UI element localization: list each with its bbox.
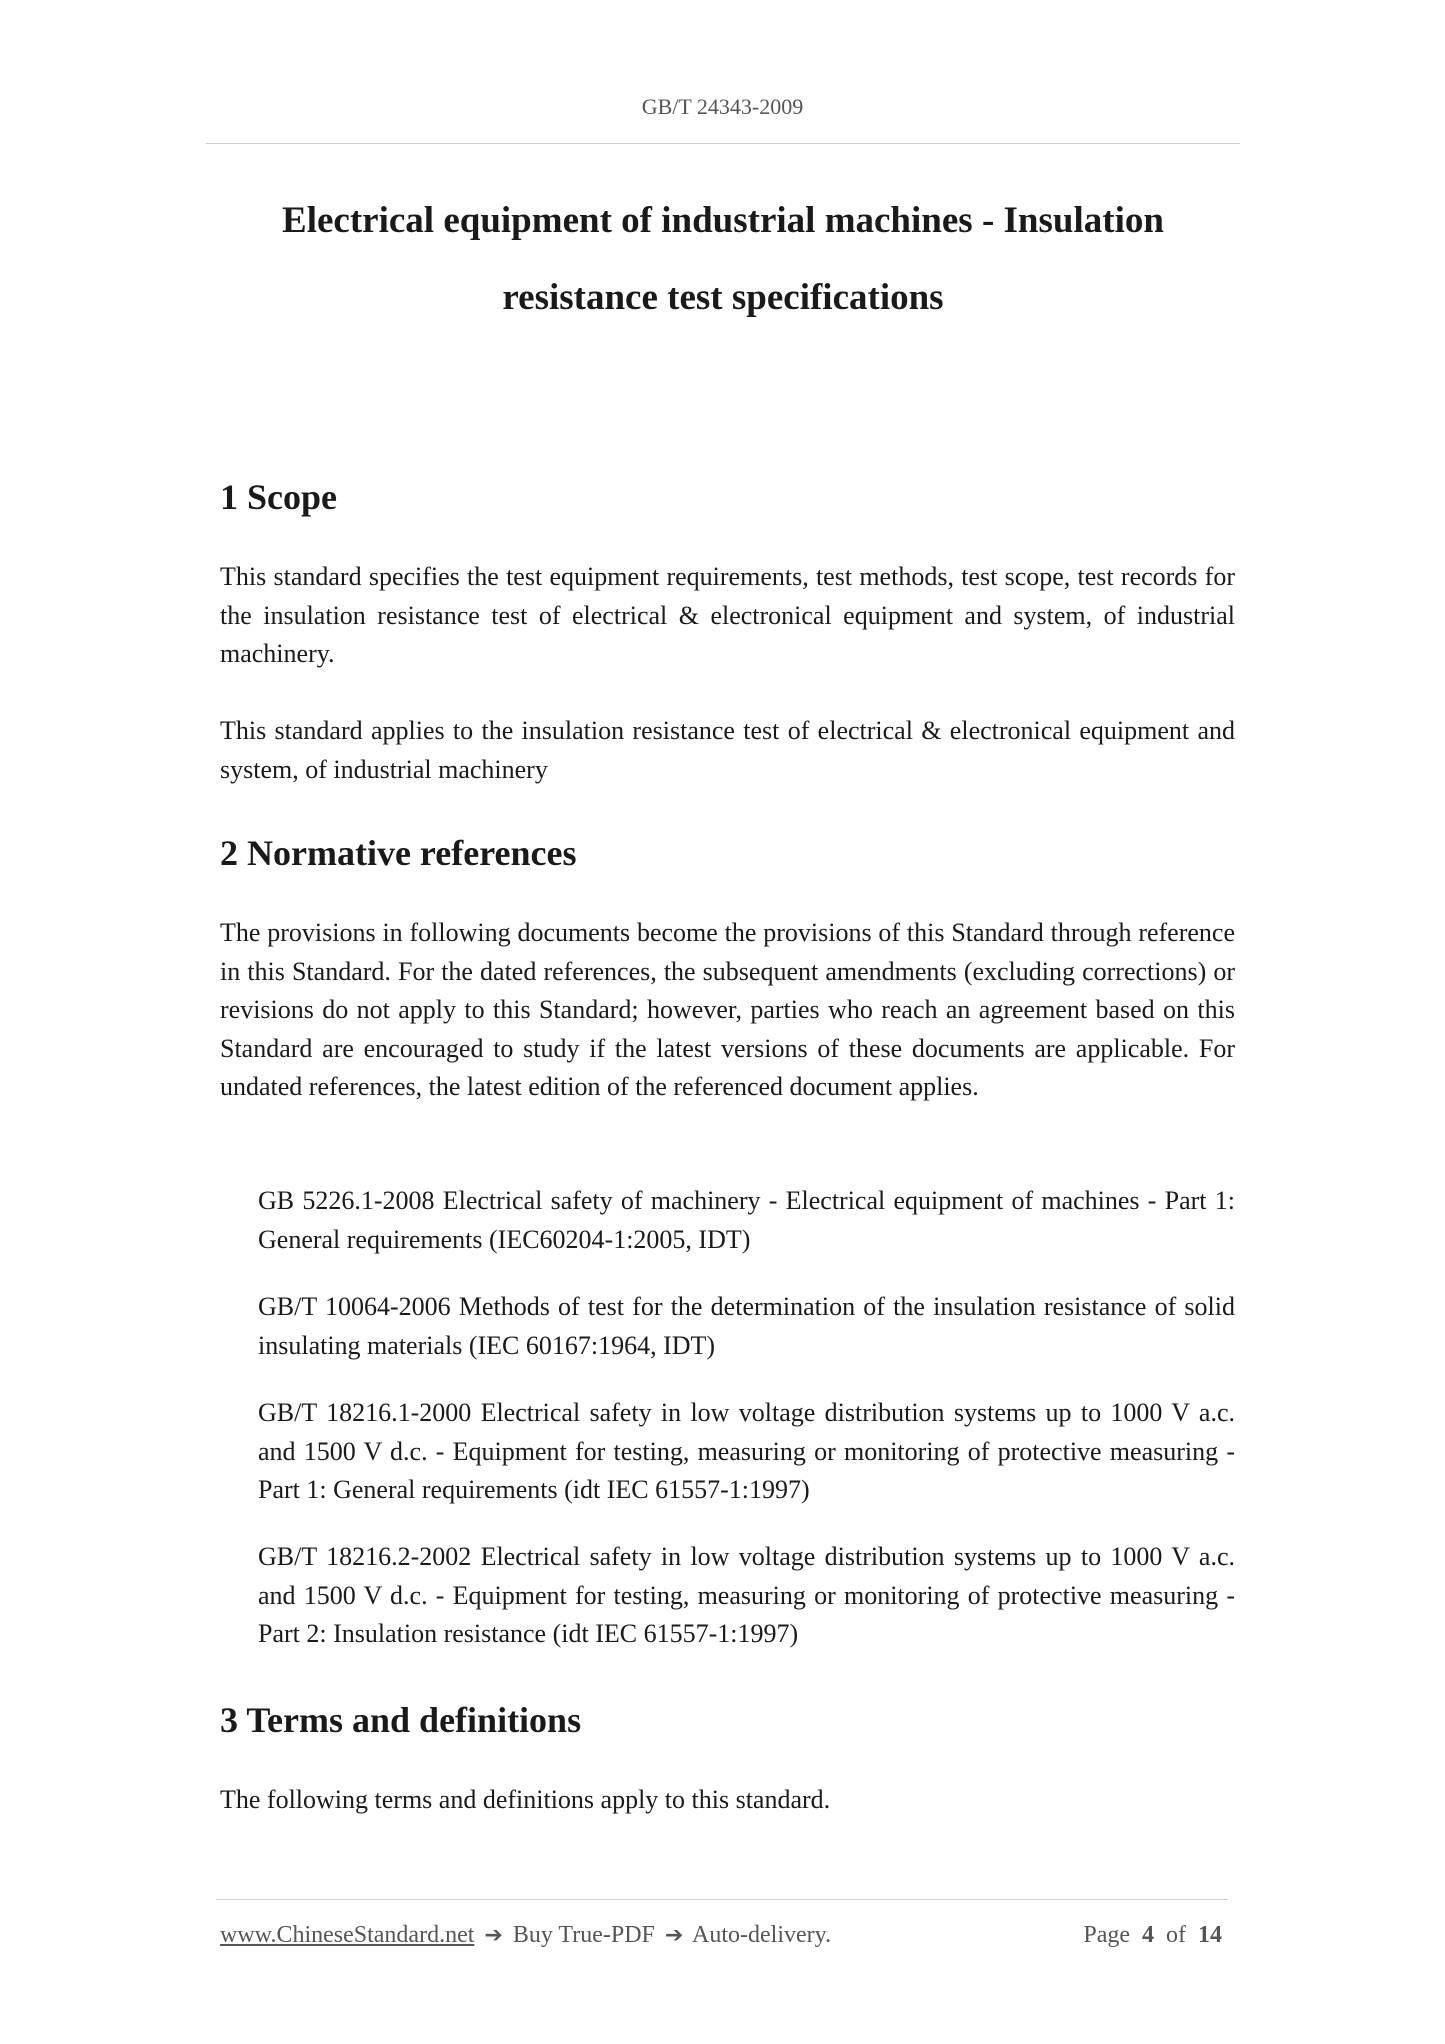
footer-divider [216, 1899, 1228, 1900]
scope-paragraph-1: This standard specifies the test equipment requirements, test methods, test scope, test records for the insulation resistance test of electrical & electronical equipment and system, of industrial machinery. [220, 562, 1235, 668]
auto-delivery-text: Auto-delivery. [692, 1922, 832, 1948]
reference-item: GB 5226.1-2008 Electrical safety of machinery - Electrical equipment of machines - Part 1: General requirements (IEC60204-1:2005, IDT) [258, 1186, 1235, 1254]
section-heading-scope: 1 Scope [220, 477, 337, 517]
arrow-right-icon: ➔ [484, 1923, 503, 1948]
arrow-right-icon: ➔ [664, 1923, 684, 1948]
of-label: of [1166, 1922, 1186, 1948]
page-number [1083, 1922, 1228, 1949]
section-heading-terms-and-definitions: 3 Terms and definitions [220, 1700, 582, 1740]
section-heading-normative-references: 2 Normative references [220, 833, 577, 873]
buy-true-pdf-text: Buy True-PDF [512, 1922, 655, 1948]
page-label: Page [1083, 1922, 1130, 1948]
terms-paragraph: The following terms and definitions apply to this standard. [220, 1785, 831, 1814]
header-document-code: GB/T 24343-2009 [641, 94, 804, 119]
header-divider [206, 143, 1240, 144]
footer-promo [220, 1922, 831, 1949]
website-link[interactable]: www.ChineseStandard.net [220, 1922, 475, 1948]
normative-intro-paragraph: The provisions in following documents become the provisions of this Standard through reference in this Standard. For the dated references, the subsequent amendments (excluding corrections) or revisions do not apply to this Standard; however, parties who reach an agreement based on this Standard are encouraged to study if the latest versions of these documents are applicable. For undated references, the latest edition of the referenced document applies. [220, 918, 1235, 1101]
reference-item: GB/T 18216.1-2000 Electrical safety in low voltage distribution systems up to 1000 V a.c. and 1500 V d.c. - Equipment for testing, measuring or monitoring of protective measuring - Part 1: General requirements (idt IEC 61557-1:1997) [258, 1398, 1235, 1504]
reference-item: GB/T 18216.2-2002 Electrical safety in low voltage distribution systems up to 1000 V a.c. and 1500 V d.c. - Equipment for testing, measuring or monitoring of protective measuring - Part 2: Insulation resistance (idt IEC 61557-1:1997) [258, 1542, 1235, 1648]
page-total: 14 [1198, 1922, 1222, 1948]
document-title: Electrical equipment of industrial machines - Insulation resistance test specifications [282, 200, 1164, 318]
page-current: 4 [1142, 1922, 1154, 1948]
reference-item: GB/T 10064-2006 Methods of test for the determination of the insulation resistance of solid insulating materials (IEC 60167:1964, IDT) [258, 1292, 1235, 1360]
scope-paragraph-2: This standard applies to the insulation resistance test of electrical & electronical equipment and system, of industrial machinery [220, 716, 1235, 784]
